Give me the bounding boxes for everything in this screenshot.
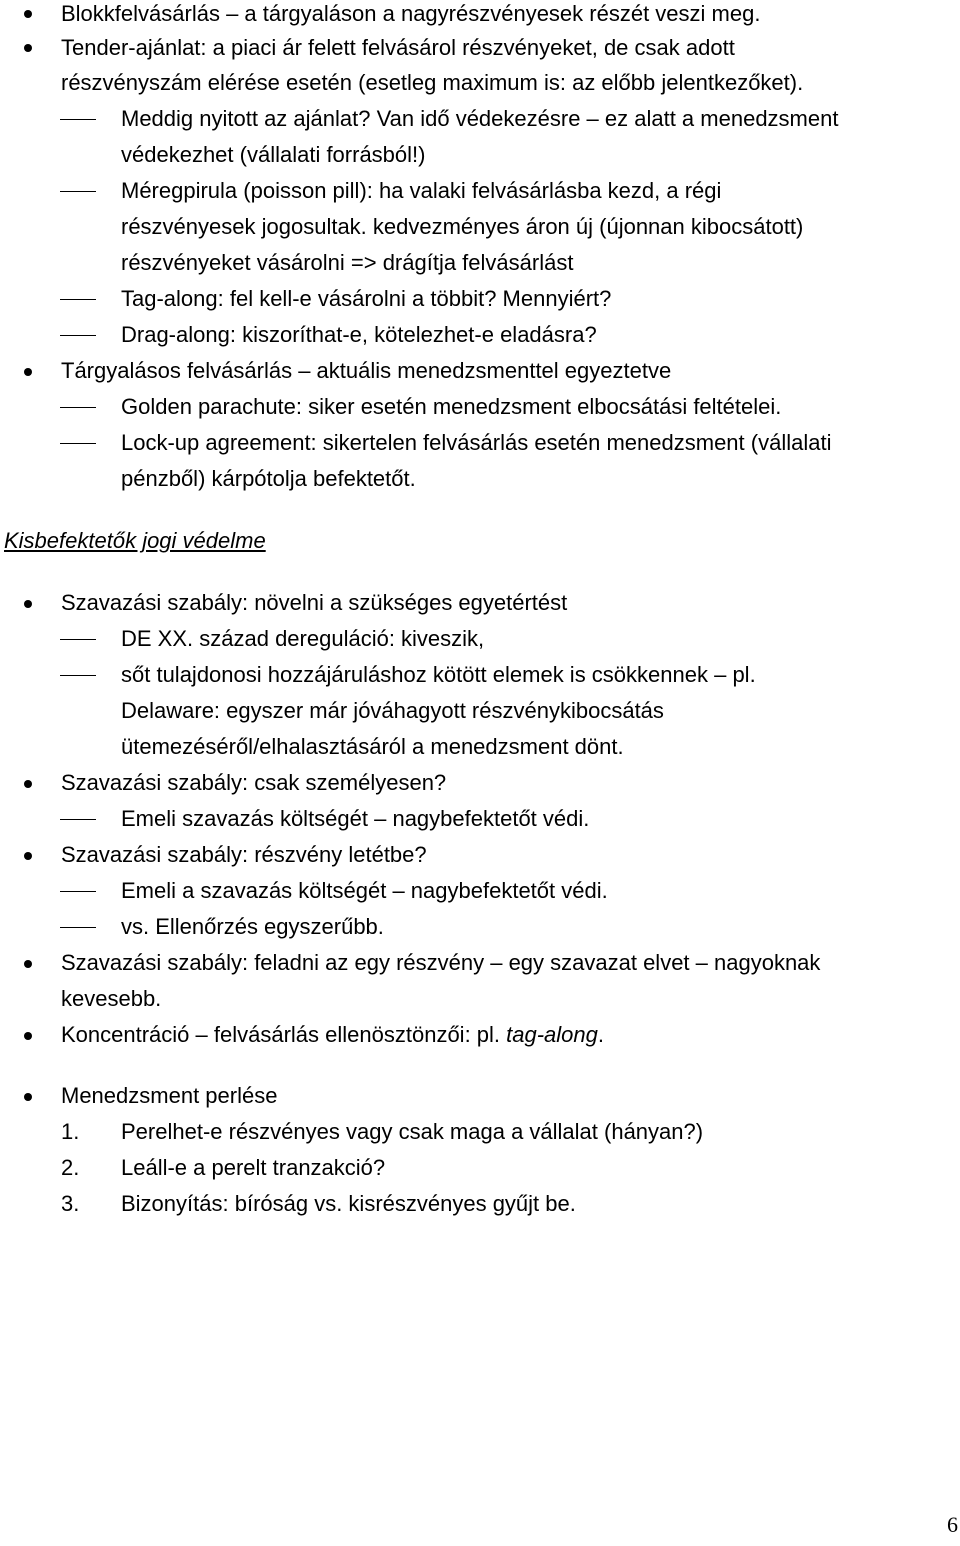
bullet-item: Tárgyalásos felvásárlás – aktuális menedzsmenttel egyeztetve [61, 358, 672, 383]
list-number: 3. [61, 1191, 80, 1216]
section-heading: Kisbefektetők jogi védelme [4, 528, 266, 553]
sub-item-continuation: ütemezéséről/elhalasztásáról a menedzsment dönt. [121, 734, 624, 759]
sub-item: Tag-along: fel kell-e vásárolni a többit? Mennyiért? [121, 286, 612, 311]
sub-item: Emeli szavazás költségét – nagybefektetőt védi. [121, 806, 590, 831]
dash-icon [60, 639, 96, 640]
bullet-item-text-end: . [597, 1022, 605, 1047]
bullet-dot-icon [24, 44, 32, 52]
numbered-item: Leáll-e a perelt tranzakció? [121, 1155, 386, 1180]
bullet-item [61, 1017, 604, 1053]
dash-icon [60, 119, 96, 120]
bullet-dot-icon [24, 10, 32, 18]
bullet-dot-icon [24, 780, 32, 788]
bullet-dot-icon [24, 368, 32, 376]
numbered-item: Bizonyítás: bíróság vs. kisrészvényes gyűjt be. [121, 1191, 576, 1216]
bullet-dot-icon [24, 960, 32, 968]
sub-item-continuation: pénzből) kárpótolja befektetőt. [121, 466, 416, 491]
bullet-item: Szavazási szabály: növelni a szükséges egyetértést [61, 590, 568, 615]
emphasis-text: tag-along [506, 1022, 598, 1047]
dash-icon [60, 335, 96, 336]
sub-item: Drag-along: kiszoríthat-e, kötelezhet-e eladásra? [121, 322, 597, 347]
sub-item: Emeli a szavazás költségét – nagybefektetőt védi. [121, 878, 608, 903]
bullet-item: Tender-ajánlat: a piaci ár felett felvásárol részvényeket, de csak adott [61, 35, 735, 60]
dash-icon [60, 407, 96, 408]
sub-item-continuation: védekezhet (vállalati forrásból!) [121, 142, 426, 167]
list-number: 2. [61, 1155, 80, 1180]
sub-item: vs. Ellenőrzés egyszerűbb. [121, 914, 384, 939]
bullet-item-continuation: kevesebb. [61, 986, 162, 1011]
sub-item: Lock-up agreement: sikertelen felvásárlás esetén menedzsment (vállalati [121, 430, 832, 455]
sub-item: Méregpirula (poisson pill): ha valaki felvásárlásba kezd, a régi [121, 178, 722, 203]
list-number: 1. [61, 1119, 80, 1144]
dash-icon [60, 891, 96, 892]
bullet-item: Szavazási szabály: csak személyesen? [61, 770, 447, 795]
dash-icon [60, 191, 96, 192]
sub-item: DE XX. század dereguláció: kiveszik, [121, 626, 485, 651]
dash-icon [60, 443, 96, 444]
bullet-dot-icon [24, 852, 32, 860]
bullet-item-text: Koncentráció – felvásárlás ellenösztönzői: pl. [61, 1022, 507, 1047]
bullet-item: Blokkfelvásárlás – a tárgyaláson a nagyrészvényesek részét veszi meg. [61, 1, 761, 26]
sub-item: sőt tulajdonosi hozzájáruláshoz kötött elemek is csökkennek – pl. [121, 662, 756, 687]
sub-item-continuation: részvényesek jogosultak. kedvezményes áron új (újonnan kibocsátott) [121, 214, 804, 239]
sub-item: Golden parachute: siker esetén menedzsment elbocsátási feltételei. [121, 394, 782, 419]
bullet-item: Menedzsment perlése [61, 1083, 278, 1108]
page-number: 6 [947, 1512, 958, 1537]
bullet-dot-icon [24, 1093, 32, 1101]
dash-icon [60, 927, 96, 928]
sub-item-continuation: részvényeket vásárolni => drágítja felvásárlást [121, 250, 574, 275]
sub-item-continuation: Delaware: egyszer már jóváhagyott részvénykibocsátás [121, 698, 664, 723]
bullet-item: Szavazási szabály: feladni az egy részvény – egy szavazat elvet – nagyoknak [61, 950, 821, 975]
numbered-item: Perelhet-e részvényes vagy csak maga a vállalat (hányan?) [121, 1119, 704, 1144]
dash-icon [60, 819, 96, 820]
bullet-dot-icon [24, 600, 32, 608]
bullet-item-continuation: részvényszám elérése esetén (esetleg maximum is: az előbb jelentkezőket). [61, 70, 804, 95]
dash-icon [60, 675, 96, 676]
sub-item: Meddig nyitott az ajánlat? Van idő védekezésre – ez alatt a menedzsment [121, 106, 839, 131]
bullet-dot-icon [24, 1032, 32, 1040]
dash-icon [60, 299, 96, 300]
bullet-item: Szavazási szabály: részvény letétbe? [61, 842, 427, 867]
